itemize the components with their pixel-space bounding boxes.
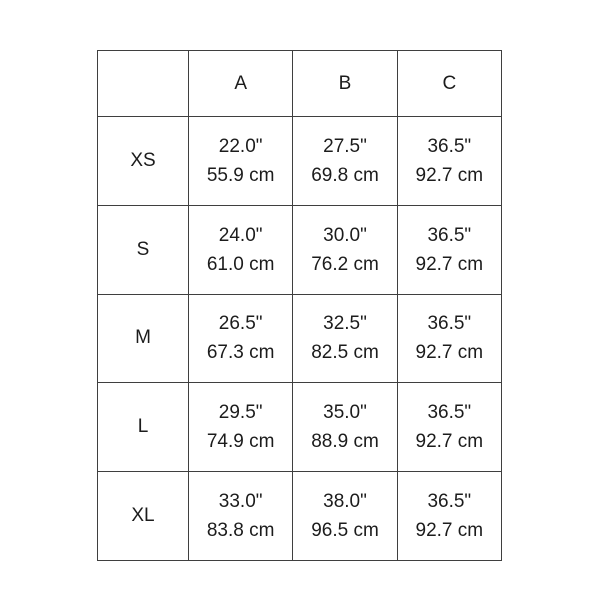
measurement-cell bbox=[189, 294, 293, 383]
measurement-inches: 29.5" bbox=[218, 402, 263, 424]
measurement-cm: 92.7 cm bbox=[415, 520, 484, 542]
measurement-cm: 69.8 cm bbox=[311, 164, 379, 186]
measurement-cm: 88.9 cm bbox=[311, 431, 379, 453]
measurement-inches: 36.5" bbox=[427, 313, 472, 335]
header-row bbox=[98, 51, 502, 117]
measurement-cm: 92.7 cm bbox=[415, 431, 484, 453]
measurement-cell bbox=[189, 117, 293, 206]
measurement-inches: 22.0" bbox=[218, 135, 263, 157]
row-label-s: S bbox=[98, 205, 189, 294]
measurement-cell bbox=[189, 205, 293, 294]
measurement-cm: 76.2 cm bbox=[311, 253, 379, 275]
measurement-cell bbox=[189, 472, 293, 561]
measurement-cm: 83.8 cm bbox=[206, 520, 275, 542]
measurement-cell bbox=[397, 294, 501, 383]
table-row-xl bbox=[98, 472, 502, 561]
measurement-inches: 36.5" bbox=[427, 402, 472, 424]
measurement-cell bbox=[293, 383, 397, 472]
measurement-cm: 61.0 cm bbox=[206, 253, 275, 275]
measurement-cell bbox=[189, 383, 293, 472]
column-header-a: A bbox=[189, 51, 293, 117]
measurement-inches: 38.0" bbox=[323, 491, 367, 513]
row-label-m: M bbox=[98, 294, 189, 383]
table-row-s bbox=[98, 205, 502, 294]
table-row-xs bbox=[98, 117, 502, 206]
row-label-xs: XS bbox=[98, 117, 189, 206]
measurement-inches: 36.5" bbox=[427, 491, 472, 513]
measurement-cm: 67.3 cm bbox=[206, 342, 275, 364]
measurement-cm: 82.5 cm bbox=[311, 342, 379, 364]
measurement-inches: 33.0" bbox=[218, 491, 263, 513]
measurement-cell bbox=[397, 117, 501, 206]
measurement-cm: 96.5 cm bbox=[311, 520, 379, 542]
measurement-cm: 92.7 cm bbox=[415, 342, 484, 364]
measurement-cell bbox=[397, 205, 501, 294]
measurement-cm: 92.7 cm bbox=[415, 253, 484, 275]
measurement-cell bbox=[293, 117, 397, 206]
measurement-cell bbox=[397, 383, 501, 472]
measurement-inches: 26.5" bbox=[218, 313, 263, 335]
measurement-cell bbox=[293, 205, 397, 294]
table-row-m bbox=[98, 294, 502, 383]
measurement-inches: 36.5" bbox=[427, 135, 472, 157]
measurement-inches: 36.5" bbox=[427, 224, 472, 246]
measurement-inches: 35.0" bbox=[323, 402, 367, 424]
measurement-cm: 74.9 cm bbox=[206, 431, 275, 453]
size-chart-table bbox=[97, 50, 502, 561]
measurement-cm: 55.9 cm bbox=[206, 164, 275, 186]
measurement-inches: 30.0" bbox=[323, 224, 367, 246]
table-row-l bbox=[98, 383, 502, 472]
measurement-cell bbox=[397, 472, 501, 561]
column-header-b: B bbox=[293, 51, 397, 117]
header-cell-empty bbox=[98, 51, 189, 117]
column-header-c: C bbox=[397, 51, 501, 117]
measurement-cell bbox=[293, 294, 397, 383]
row-label-l: L bbox=[98, 383, 189, 472]
measurement-cm: 92.7 cm bbox=[415, 164, 484, 186]
measurement-inches: 32.5" bbox=[323, 313, 367, 335]
row-label-xl: XL bbox=[98, 472, 189, 561]
measurement-inches: 27.5" bbox=[323, 135, 367, 157]
measurement-cell bbox=[293, 472, 397, 561]
measurement-inches: 24.0" bbox=[218, 224, 263, 246]
